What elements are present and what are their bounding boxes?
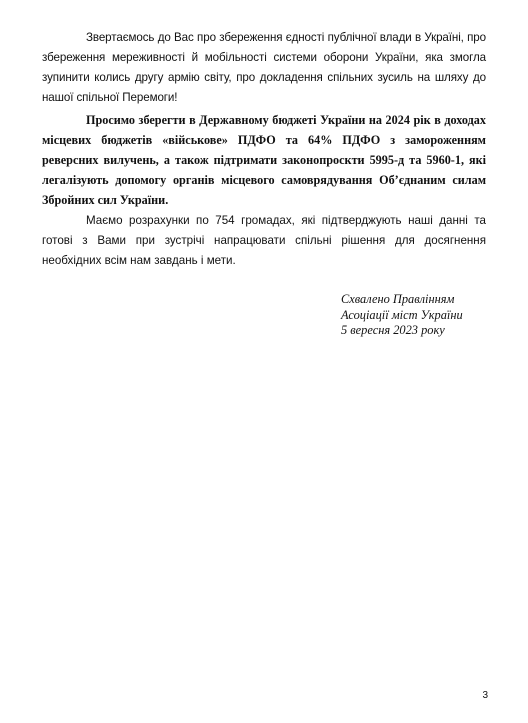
appeal-paragraph: Звертаємось до Вас про збереження єдності публічної влади в Україні, про збереження мереживності й мобільності системи оборони України, яка змогла зупинити колись другу армію світу, про докладення спільних зусиль на шляху до нашої спільної Перемоги!	[42, 31, 486, 104]
page-number: 3	[482, 690, 488, 701]
association-line: Асоціації міст України	[341, 307, 463, 322]
approval-date: 5 вересня 2023 року	[341, 323, 445, 337]
approval-signature-block	[341, 292, 463, 339]
calculations-paragraph: Маємо розрахунки по 754 громадах, які підтверджують наші данні та готові з Вами при зустрічі напрацювати спільні рішення для досягнення необхідних всім нам завдань і мети.	[42, 214, 486, 267]
approval-line: Схвалено Правлінням	[341, 292, 455, 306]
budget-request-paragraph: Просимо зберегти в Державному бюджеті України на 2024 рік в доходах місцевих бюджетів «військове» ПДФО та 64% ПДФО з замороженням реверсних вилучень, а також підтримати законопроскти 5995-д та 5960-1, які легалізують допомогу органів місцевого самоврядування Об’єднаним силам Збройних сил України.	[42, 113, 486, 207]
